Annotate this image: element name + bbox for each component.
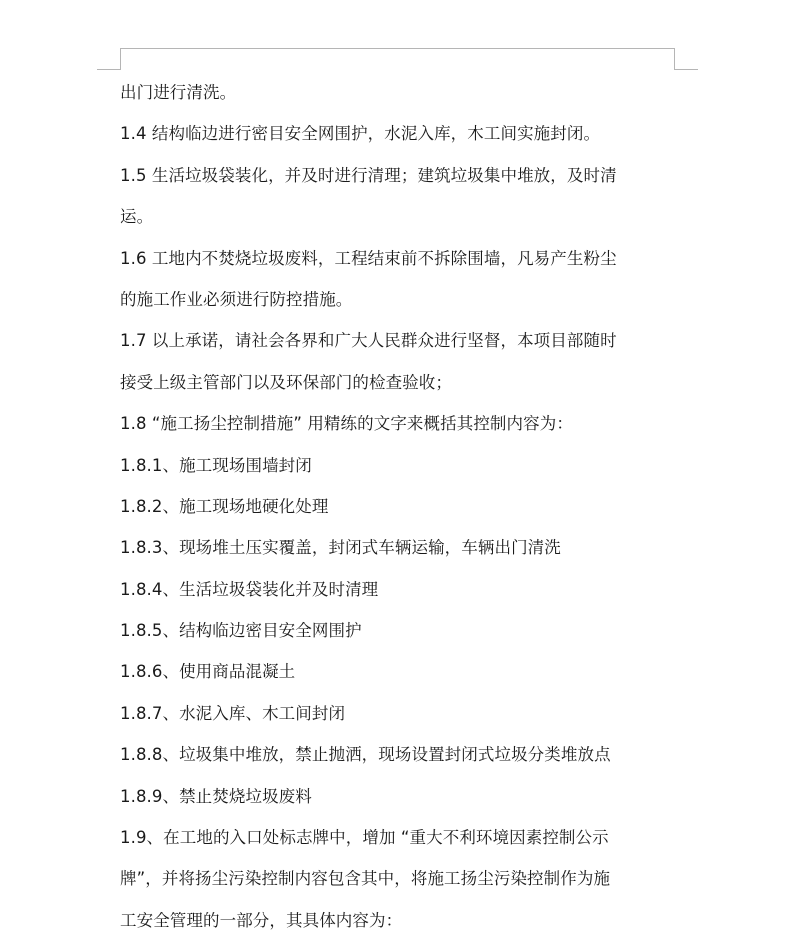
text-line: 1.8.8、垃圾集中堆放，禁止抛洒，现场设置封闭式垃圾分类堆放点 xyxy=(120,745,611,765)
text-line: 运。 xyxy=(120,207,154,227)
page-corner-mark-left xyxy=(120,48,121,69)
text-line: 出门进行清洗。 xyxy=(120,83,237,102)
text-line: 接受上级主管部门以及环保部门的检查验收； xyxy=(120,372,452,392)
text-line: 1.6 工地内不焚烧垃圾废料，工程结束前不拆除围墙，凡易产生粉尘 xyxy=(120,248,617,268)
text-line: 1.8.9、禁止焚烧垃圾废料 xyxy=(120,786,312,806)
text-line: 1.4 结构临边进行密目安全网围护，水泥入库，木工间实施封闭。 xyxy=(120,124,601,144)
text-line: 1.8.5、结构临边密目安全网围护 xyxy=(120,621,362,641)
text-line: 1.8.2、施工现场地硬化处理 xyxy=(120,496,329,516)
page-top-boundary xyxy=(120,48,675,49)
text-line: 1.8.3、现场堆土压实覆盖，封闭式车辆运输，车辆出门清洗 xyxy=(120,538,561,558)
text-line: 1.5 生活垃圾袋装化，并及时进行清理；建筑垃圾集中堆放，及时清 xyxy=(120,165,617,185)
page-corner-mark-right xyxy=(674,48,675,69)
page-corner-mark-left-h xyxy=(97,69,121,70)
text-line: 1.8.7、水泥入库、木工间封闭 xyxy=(120,703,346,723)
text-line: 1.8.1、施工现场围墙封闭 xyxy=(120,455,312,475)
text-line: 牌”，并将扬尘污染控制内容包含其中，将施工扬尘污染控制作为施 xyxy=(120,869,611,889)
text-line: 1.8 “施工扬尘控制措施” 用精练的文字来概括其控制内容为： xyxy=(120,414,573,434)
text-line: 的施工作业必须进行防控措施。 xyxy=(120,289,353,309)
text-line: 1.9、在工地的入口处标志牌中，增加 “重大不利环境因素控制公示 xyxy=(120,828,609,848)
text-line: 工安全管理的一部分，其具体内容为： xyxy=(120,910,403,930)
text-line: 1.8.4、生活垃圾袋装化并及时清理 xyxy=(120,579,379,599)
text-line: 1.8.6、使用商品混凝土 xyxy=(120,662,296,682)
text-line: 1.7 以上承诺，请社会各界和广大人民群众进行坚督，本项目部随时 xyxy=(120,331,617,351)
document-body xyxy=(120,72,678,941)
page-corner-mark-right-h xyxy=(674,69,698,70)
